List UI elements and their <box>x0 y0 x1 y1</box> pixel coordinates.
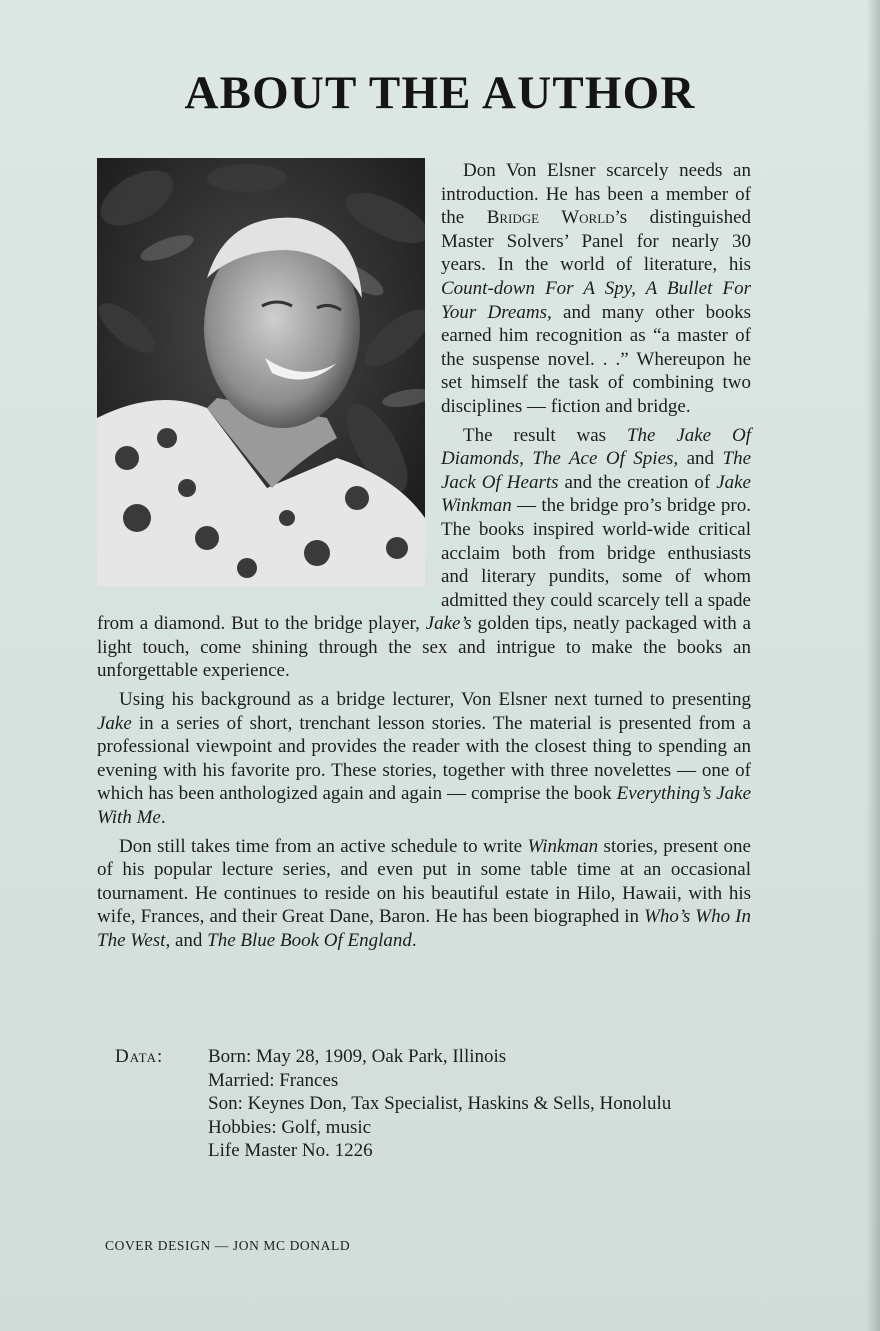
data-line: Married: Frances <box>208 1069 339 1091</box>
paragraph-3 <box>97 688 751 830</box>
page-title: ABOUT THE AUTHOR <box>184 67 696 119</box>
p3-text-a: Using his background as a bridge lecturer, Von Elsner next turned to presenting <box>119 689 751 711</box>
data-line: Life Master No. 1226 <box>208 1140 373 1162</box>
p3-book-title: Everything’s Jake With Me <box>97 783 752 829</box>
cover-design-credit: COVER DESIGN — JON MC DONALD <box>105 1238 351 1253</box>
p2-text-c: and <box>678 448 723 470</box>
p2-text-i: golden tips, neatly packaged with a light touch, come shining through the sex and intrigue to make the books an unforgettable experience. <box>97 613 751 682</box>
paragraph-4 <box>97 835 751 953</box>
p2-book-title: The Jack Of Hearts <box>441 448 751 493</box>
p3-text-e: . <box>160 807 166 829</box>
data-line: Hobbies: Golf, music <box>208 1116 372 1138</box>
biography-text <box>97 159 751 958</box>
p1-bridge-world: Bridge World <box>486 207 615 229</box>
p2-text-e: and the creation of <box>558 471 717 493</box>
p2-text-a: The result was <box>463 424 627 446</box>
p3-jake: Jake <box>97 712 132 734</box>
p4-text-e: and <box>170 930 208 951</box>
p4-text-a: Don still takes time from an active schedule to write <box>119 835 528 857</box>
p4-text-g: . <box>411 930 417 951</box>
p4-text-c: stories, present one of his popular lecture series, and even put in some table time at an occasional tournament. He continues to reside on his beautiful estate in Hilo, Hawaii, with his wife, Frances, and their Great Dane, Baron. He has been biographed in <box>97 835 751 928</box>
p4-whos-who: Who’s Who In The West, <box>97 906 751 951</box>
p2-book-titles: The Jake Of Diamonds, The Ace Of Spies, <box>441 424 751 470</box>
p1-book-titles: Count-down For A Spy, A Bullet For Your Dreams, <box>441 277 751 323</box>
p2-text-g: — the bridge pro’s bridge pro. The books inspired world-wide critical acclaim both from bridge enthusiasts and literary pundits, some of whom admitted they could scarcely tell a spade from a diamond. But to the bridge player, <box>97 495 751 635</box>
data-line: Born: May 28, 1909, Oak Park, Illinois <box>208 1046 507 1067</box>
p4-winkman: Winkman <box>527 835 599 857</box>
p1-text-c: ’s distinguished Master Solvers’ Panel for nearly 30 years. In the world of literature, his <box>441 207 752 276</box>
p1-text-a: Don Von Elsner scarcely needs an introduction. He has been a member of the <box>441 160 751 229</box>
p1-text-e: and many other books earned him recognition as “a master of the suspense novel. . .” Whereupon he set himself the task of combining two disciplines — fiction and bridge. <box>441 301 751 417</box>
data-line: Son: Keynes Don, Tax Specialist, Haskins & Sells, Honolulu <box>208 1093 672 1115</box>
p2-character-name: Jake Winkman <box>441 471 751 517</box>
p2-jakes: Jake’s <box>425 613 472 635</box>
data-label: Data: <box>115 1046 164 1067</box>
data-lines <box>208 1045 768 1163</box>
p3-text-c: in a series of short, trenchant lesson stories. The material is presented from a professional viewpoint and provides the reader with the closest thing to spending an evening with his favorite pro. These stories, together with three novelettes — one of which has been anthologized again and again — comprise the book <box>97 712 751 805</box>
p4-blue-book: The Blue Book Of England <box>207 930 412 951</box>
